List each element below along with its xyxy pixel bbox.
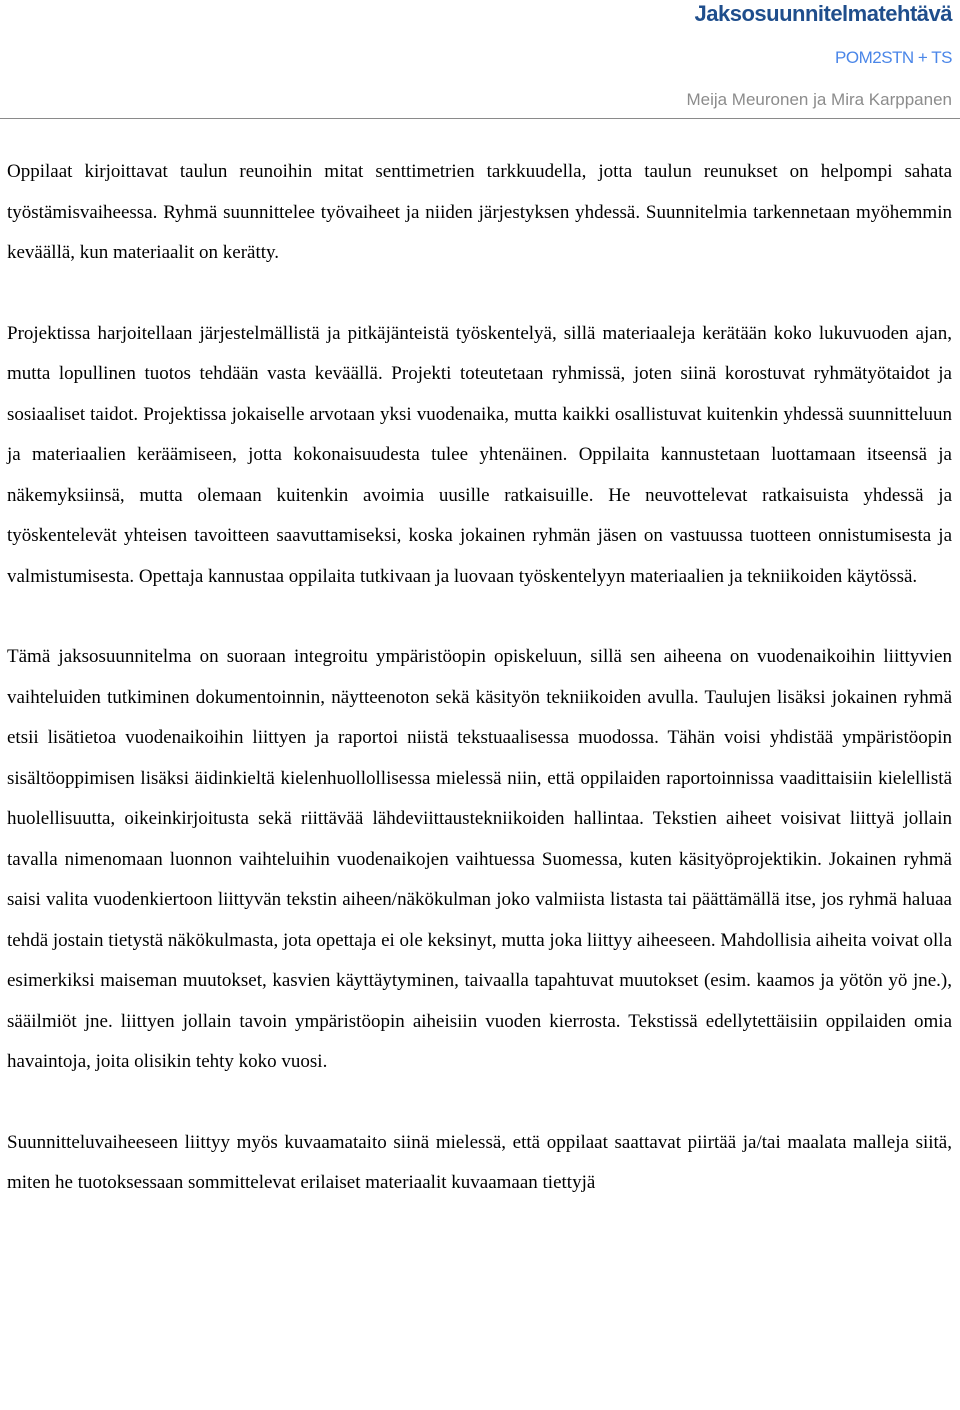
course-code: POM2STN + TS [835, 48, 952, 67]
authors: Meija Meuronen ja Mira Karppanen [686, 90, 952, 109]
paragraph-gap [7, 597, 952, 637]
paragraph-3: Tämä jaksosuunnitelma on suoraan integroitu ympäristöopin opiskeluun, sillä sen aiheena on vuodenaikoihin liittyvien vaihteluiden tutkiminen dokumentoinnin, näytteenoton sekä käsityön tekniikoiden avulla. Taulujen lisäksi jokainen ryhmä etsii lisätietoa vuodenaikoihin liittyen ja raportoi niistä tekstuaalisessa muodossa. Tähän voisi yhdistää ympäristöopin sisältöoppimisen lisäksi äidinkieltä kielenhuollollisessa mielessä niin, että oppilaiden raportoinnissa vaadittaisiin kielellistä huolellisuutta, oikeinkirjoitusta sekä riittävää lähdeviittaustekniikoiden hallintaa. Tekstien aiheet voisivat liittyä jollain tavalla nimenomaan luonnon vaihteluihin vuodenaikojen vaihtuessa Suomessa, kuten käsityöprojektikin. Jokainen ryhmä saisi valita vuodenkiertoon liittyvän tekstin aiheen/näkökulman joko valmiista listasta tai päättämällä itse, jos ryhmä haluaa tehdä jostain tietystä näkökulmasta, jota opettaja ei ole keksinyt, mutta joka liittyy aiheeseen. Mahdollisia aiheita voivat olla esimerkiksi maiseman muutokset, kasvien käyttäytyminen, taivaalla tapahtuvat muutokset (esim. kaamos ja yötön yö jne.), sääilmiöt jne. liittyen jollain tavoin ympäristöopin aiheisiin vuoden kierrosta. Tekstissä edellytettäisiin oppilaiden omia havaintoja, joita olisikin tehty koko vuosi. [7, 646, 952, 1072]
page-header [686, 0, 952, 110]
document-body [7, 152, 952, 1204]
paragraph-1: Oppilaat kirjoittavat taulun reunoihin mitat senttimetrien tarkkuudella, jotta taulun reunukset on helpompi sahata työstämisvaiheessa. Ryhmä suunnittelee työvaiheet ja niiden järjestyksen yhdessä. Suunnitelmia tarkennetaan myöhemmin keväällä, kun materiaalit on kerätty. [7, 161, 952, 263]
paragraph-gap [7, 274, 952, 314]
header-divider [0, 118, 960, 119]
document-title: Jaksosuunnitelmatehtävä [694, 1, 952, 26]
paragraph-4: Suunnitteluvaiheeseen liittyy myös kuvaamataito siinä mielessä, että oppilaat saattavat piirtää ja/tai maalata malleja siitä, miten he tuotoksessaan sommittelevat erilaiset materiaalit kuvaamaan tiettyjä [7, 1131, 952, 1193]
paragraph-gap [7, 1083, 952, 1123]
paragraph-2: Projektissa harjoitellaan järjestelmällistä ja pitkäjänteistä työskentelyä, sillä materiaaleja kerätään koko lukuvuoden ajan, mutta lopullinen tuotos tehdään vasta keväällä. Projekti toteutetaan ryhmissä, joten siinä korostuvat ryhmätyötaidot ja sosiaaliset taidot. Projektissa jokaiselle arvotaan yksi vuodenaika, mutta kaikki osallistuvat kuitenkin yhdessä suunnitteluun ja materiaalien keräämiseen, jotta kokonaisuudesta tulee yhtenäinen. Oppilaita kannustetaan luottamaan itseensä ja näkemyksiinsä, mutta olemaan kuitenkin avoimia uusille ratkaisuille. He neuvottelevat ratkaisuista yhdessä ja työskentelevät yhteisen tavoitteen saavuttamiseksi, koska jokainen ryhmän jäsen on vastuussa tuotteen onnistumisesta ja valmistumisesta. Opettaja kannustaa oppilaita tutkivaan ja luovaan työskentelyyn materiaalien ja tekniikoiden käytössä. [7, 322, 952, 587]
